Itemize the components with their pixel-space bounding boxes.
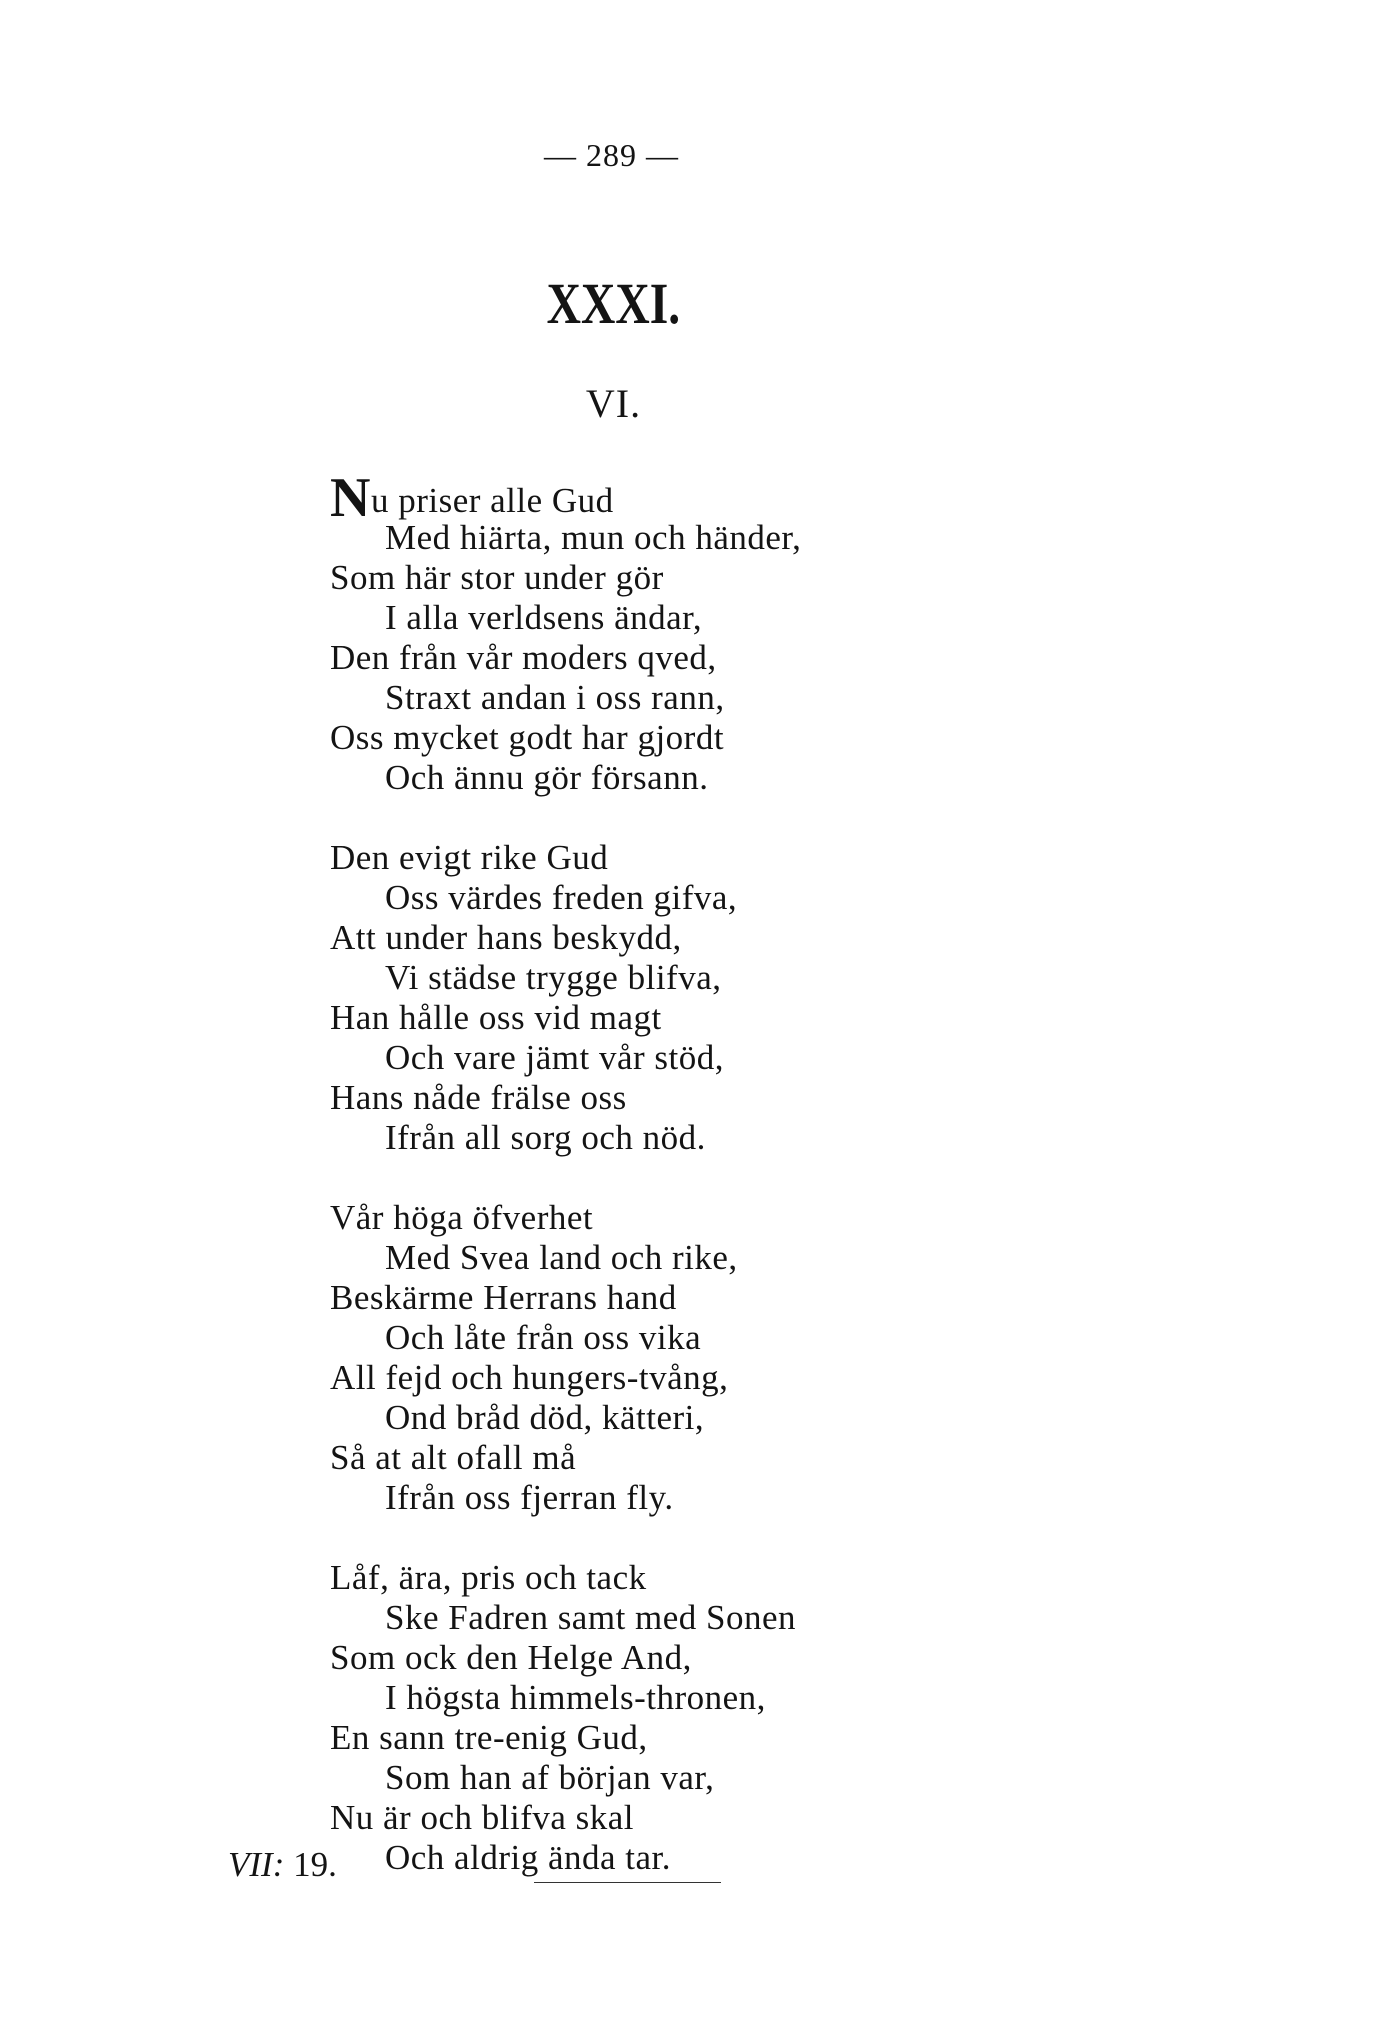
- verse-line: Vi städse trygge blifva,: [385, 958, 722, 997]
- printer-signature: [228, 1845, 337, 1885]
- subsection-number: VI.: [585, 381, 642, 426]
- drop-cap: N: [330, 467, 371, 529]
- verse-line: Den från vår moders qved,: [330, 638, 717, 677]
- verse-line: Och ännu gör försann.: [385, 758, 709, 797]
- verse-line: I alla verldsens ändar,: [385, 598, 703, 637]
- verse-line: Som här stor under gör: [330, 558, 664, 597]
- verse-line: Straxt andan i oss rann,: [385, 678, 725, 717]
- verse-line: Som han af början var,: [385, 1758, 715, 1797]
- verse-line: Nu är och blifva skal: [330, 1798, 635, 1837]
- verse-line: Och aldrig ända tar.: [385, 1838, 672, 1877]
- verse-line: Ske Fadren samt med Sonen: [385, 1598, 797, 1637]
- verse-line: Oss värdes freden gifva,: [385, 878, 738, 917]
- verse-line: Och vare jämt vår stöd,: [385, 1038, 725, 1077]
- signature-code: VII:: [228, 1845, 285, 1884]
- verse-line: Som ock den Helge And,: [330, 1638, 692, 1677]
- verse-line: Beskärme Herrans hand: [330, 1278, 677, 1317]
- page-number: — 289 —: [544, 137, 679, 173]
- verse-line: I högsta himmels-thronen,: [385, 1678, 766, 1717]
- end-rule: [534, 1882, 721, 1883]
- section-title: XXXI.: [546, 271, 681, 336]
- verse-line: Vår höga öfverhet: [330, 1198, 594, 1237]
- verse-line: Ifrån all sorg och nöd.: [385, 1118, 706, 1157]
- verse-line: Oss mycket godt har gjordt: [330, 718, 725, 757]
- verse-line: Ifrån oss fjerran fly.: [385, 1478, 674, 1517]
- verse-line: Och låte från oss vika: [385, 1318, 702, 1357]
- verse-line: Han hålle oss vid magt: [330, 998, 662, 1037]
- verse-line: Med hiärta, mun och händer,: [385, 518, 802, 557]
- verse-line: Att under hans beskydd,: [330, 918, 682, 957]
- verse-line: Hans nåde frälse oss: [330, 1078, 627, 1117]
- verse-line: Ond bråd död, kätteri,: [385, 1398, 705, 1437]
- verse-line: Så at alt ofall må: [330, 1438, 577, 1477]
- verse-line: Låf, ära, pris och tack: [330, 1558, 647, 1597]
- verse-line: En sann tre-enig Gud,: [330, 1718, 648, 1757]
- verse-line: Den evigt rike Gud: [330, 838, 609, 877]
- verse-line: Med Svea land och rike,: [385, 1238, 738, 1277]
- verse-line: All fejd och hungers-tvång,: [330, 1358, 729, 1397]
- signature-number: 19.: [293, 1845, 337, 1884]
- verse-line: Nu priser alle Gud: [330, 467, 614, 529]
